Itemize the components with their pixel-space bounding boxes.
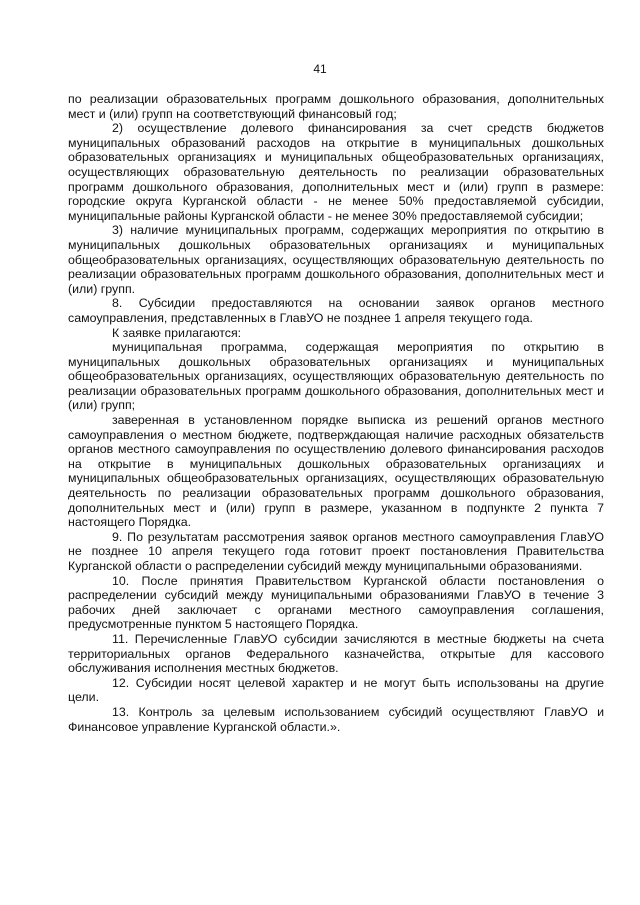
paragraph: 12. Субсидии носят целевой характер и не могут быть использованы на другие цели. (68, 675, 604, 705)
document-body (68, 92, 604, 734)
paragraph: 3) наличие муниципальных программ, содержащих мероприятия по открытию в муниципальных дошкольных образовательных организациях и муниципальных общеобразовательных организациях, осуществляющих образовательную деятельность по реализации образовательных программ дошкольного образования, дополнительных мест и (или) групп. (68, 223, 604, 296)
paragraph: 8. Субсидии предоставляются на основании заявок органов местного самоуправления, представленных в ГлавУО не позднее 1 апреля текущего года. (68, 296, 604, 325)
page-number: 41 (313, 62, 327, 76)
paragraph: 11. Перечисленные ГлавУО субсидии зачисляются в местные бюджеты на счета территориальных органов Федерального казначейства, открытые для кассового обслуживания исполнения местных бюджетов. (68, 631, 604, 676)
paragraph: по реализации образовательных программ дошкольного образования, дополнительных мест и (или) групп на соответствующий финансовый год; (68, 92, 604, 121)
paragraph: 13. Контроль за целевым использованием субсидий осуществляют ГлавУО и Финансовое управление Курганской области.». (68, 704, 604, 734)
paragraph: муниципальная программа, содержащая мероприятия по открытию в муниципальных дошкольных образовательных организациях и муниципальных общеобразовательных организациях, осуществляющих образовательную деятельность по реализации образовательных программ дошкольного образования, дополнительных мест и (или) групп; (68, 340, 604, 413)
paragraph: К заявке прилагаются: (112, 325, 242, 340)
paragraph: 2) осуществление долевого финансирования за счет средств бюджетов муниципальных образований расходов на открытие в муниципальных дошкольных образовательных организациях и муниципальных общеобразовательных организациях, осуществляющих образовательную деятельность по реализации образовательных программ дошкольного образования, дополнительных мест и (или) групп в размере: городские округа Курганской области - не менее 50% предоставляемой субсидии, муниципальные районы Курганской области - не менее 30% предоставляемой субсидии; (68, 121, 604, 223)
paragraph: 9. По результатам рассмотрения заявок органов местного самоуправления ГлавУО не позднее 10 апреля текущего года готовит проект постановления Правительства Курганской области о распределении субсидий между муниципальными образованиями. (68, 529, 604, 573)
paragraph: 10. После принятия Правительством Курганской области постановления о распределении субсидий между муниципальными образованиями ГлавУО в течение 3 рабочих дней заключает с органами местного самоуправления соглашения, предусмотренные пунктом 5 настоящего Порядка. (68, 573, 604, 632)
paragraph: заверенная в установленном порядке выписка из решений органов местного самоуправления о местном бюджете, подтверждающая наличие расходных обязательств органов местного самоуправления по осуществлению долевого финансирования расходов на открытие в муниципальных дошкольных образовательных организациях и муниципальных общеобразовательных организациях, осуществляющих образовательную деятельность по реализации образовательных программ дошкольного образования, дополнительных мест и (или) групп в размере, указанном в подпункте 2 пункта 7 настоящего Порядка. (68, 413, 604, 530)
